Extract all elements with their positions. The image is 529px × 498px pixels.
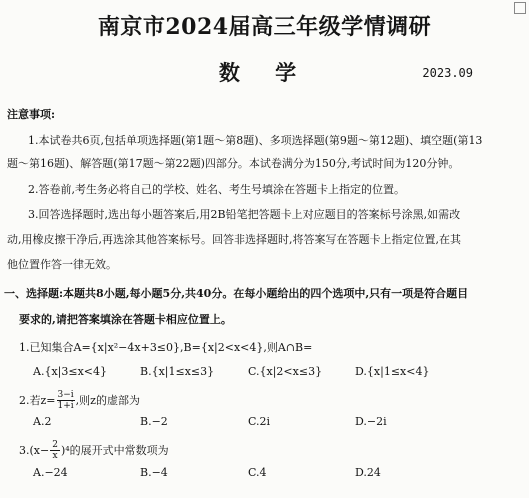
question-1-option-a: A.{x|3≤x<4} (33, 365, 107, 378)
section-heading: 一、选择题:本题共8小题,每小题5分,共40分。在每小题给出的四个选项中,只有一项是符合题目 (4, 287, 469, 300)
question-1-stem: 1.已知集合A={x|x²−4x+3≤0},B={x|2<x<4},则A∩B= (19, 341, 313, 354)
question-3-denominator: x (52, 451, 58, 461)
question-2-prefix: 2.若z= (19, 393, 56, 407)
question-1-option-c: C.{x|2<x≤3} (248, 365, 323, 378)
question-3-numerator: 2 (52, 440, 58, 450)
question-1-option-b: B.{x|1≤x≤3} (140, 365, 215, 378)
question-3-option-a: A.−24 (33, 466, 68, 479)
question-2-fraction (57, 390, 75, 411)
question-2-option-c: C.2i (248, 415, 271, 428)
question-3-option-c: C.4 (248, 466, 267, 479)
question-1-option-d: D.{x|1≤x<4} (355, 365, 430, 378)
question-2-numerator: 3−i (57, 390, 74, 400)
question-2-stem (19, 390, 140, 411)
question-2-option-a: A.2 (33, 415, 52, 428)
section-heading-cont: 要求的,请把答案填涂在答题卡相应位置上。 (19, 313, 232, 326)
note-3: 3.回答选择题时,选出每小题答案后,用2B铅笔把答题卡上对应题目的答案标号涂黑,如需改 (28, 208, 461, 221)
question-3-stem (19, 440, 169, 461)
exam-date: 2023.09 (422, 66, 473, 80)
question-3-prefix: 3.(x− (19, 443, 50, 457)
exam-title: 南京市2024届高三年级学情调研 (97, 14, 432, 40)
note-1-cont: 题～第16题)、解答题(第17题～第22题)四部分。本试卷满分为150分,考试时间为120分钟。 (7, 157, 460, 170)
question-3-option-d: D.24 (355, 466, 381, 479)
notes-heading: 注意事项: (7, 108, 56, 121)
exam-subject: 数 学 (218, 60, 311, 85)
note-1: 1.本试卷共6页,包括单项选择题(第1题～第8题)、多项选择题(第9题～第12题)、填空题(第13 (28, 134, 483, 147)
question-2-suffix: ,则z的虚部为 (75, 393, 140, 407)
question-2-option-d: D.−2i (355, 415, 387, 428)
note-3-cont: 动,用橡皮擦干净后,再选涂其他答案标号。回答非选择题时,将答案写在答题卡上指定位置,在其 (7, 233, 461, 246)
question-3-option-b: B.−4 (140, 466, 168, 479)
question-3-fraction (50, 440, 60, 461)
question-2-option-b: B.−2 (140, 415, 168, 428)
note-2: 2.答卷前,考生务必将自己的学校、姓名、考生号填涂在答题卡上指定的位置。 (28, 183, 405, 196)
note-3-cont2: 他位置作答一律无效。 (7, 258, 117, 271)
question-2-denominator: 1+i (57, 401, 74, 411)
question-3-suffix: )⁴的展开式中常数项为 (60, 443, 169, 457)
